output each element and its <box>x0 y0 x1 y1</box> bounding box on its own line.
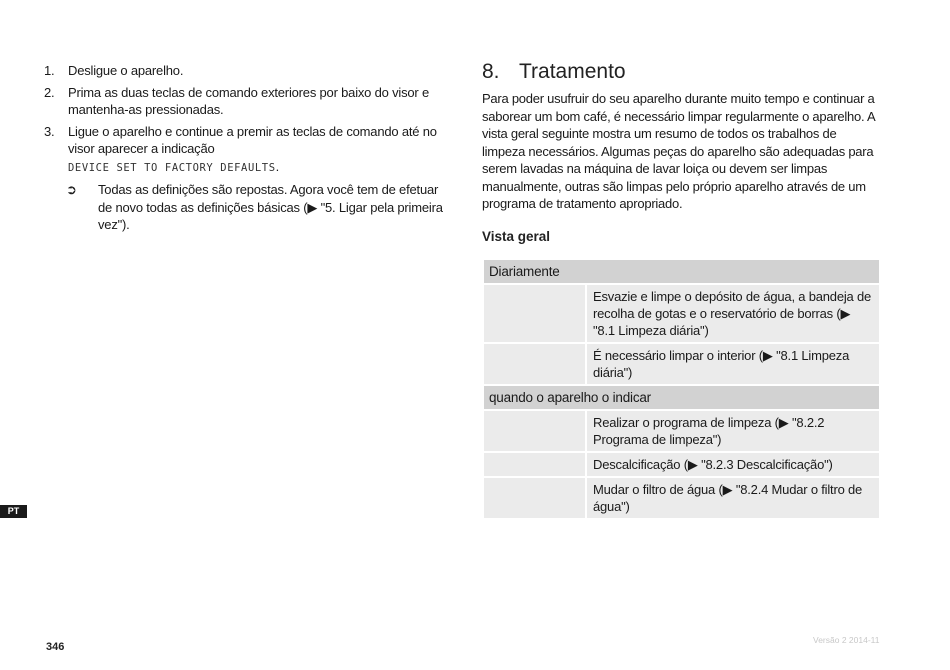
table-group-header <box>483 259 880 284</box>
step-1 <box>44 62 449 80</box>
table-cell-empty <box>483 452 586 477</box>
step-number: 2. <box>44 84 55 100</box>
table-cell-task: Esvazie e limpe o depósito de água, a bandeja de recolha de gotas e o reservatório de borras (▶ "8.1 Limpeza diária") <box>586 284 880 343</box>
step-number: 1. <box>44 63 55 78</box>
table-row <box>483 284 880 343</box>
step-text: Desligue o aparelho. <box>68 63 184 78</box>
page-number: 346 <box>46 641 65 653</box>
step-text-main: Ligue o aparelho e continue a premir as teclas de comando até no visor aparecer a indicação <box>68 123 437 156</box>
step-text <box>68 123 449 178</box>
group-header-when-indicated: quando o aparelho o indicar <box>483 385 880 410</box>
table-row <box>483 343 880 385</box>
table-cell-task: Realizar o programa de limpeza (▶ "8.2.2 Programa de limpeza") <box>586 410 880 452</box>
display-suffix: . <box>275 158 280 174</box>
section-intro: Para poder usufruir do seu aparelho durante muito tempo e continuar a saborear um bom café, é necessário limpar regularmente o aparelho. A vista geral seguinte mostra um resumo de todos os trabalhos de limpeza necessários. Algumas peças do aparelho são adequadas para serem lavadas na máquina de lavar loiça ou devem ser limpas manualmente, outras são limpas pelo próprio aparelho através de um programa de tratamento apropriado. <box>482 91 875 211</box>
display-message: DEVICE SET TO FACTORY DEFAULTS <box>68 161 276 174</box>
group-header-daily: Diariamente <box>483 259 880 284</box>
right-column <box>482 60 882 520</box>
left-column <box>44 62 449 234</box>
version-footer: Versão 2 2014-11 <box>813 635 880 645</box>
result-text: Todas as definições são repostas. Agora você tem de efetuar de novo todas as definições básicas (▶ "5. Ligar pela primeira vez"). <box>98 182 443 232</box>
result-line <box>66 181 449 234</box>
result-arrow-icon: ➲ <box>66 182 77 197</box>
table-row <box>483 452 880 477</box>
table-row <box>483 410 880 452</box>
table-cell-empty <box>483 343 586 385</box>
section-heading <box>482 60 882 84</box>
overview-table <box>482 258 881 520</box>
table-cell-empty <box>483 284 586 343</box>
table-cell-task: É necessário limpar o interior (▶ "8.1 Limpeza diária") <box>586 343 880 385</box>
subheading: Vista geral <box>482 228 551 244</box>
step-number: 3. <box>44 123 55 139</box>
table-cell-empty <box>483 410 586 452</box>
section-number: 8. <box>482 60 500 83</box>
step-text: Prima as duas teclas de comando exteriores por baixo do visor e mantenha-as pressionadas. <box>68 84 429 117</box>
section-title: Tratamento <box>519 60 626 83</box>
table-cell-empty <box>483 477 586 519</box>
table-cell-task: Descalcificação (▶ "8.2.3 Descalcificação") <box>586 452 880 477</box>
language-tab: PT <box>0 505 27 518</box>
table-row <box>483 477 880 519</box>
step-3 <box>44 123 449 178</box>
step-2 <box>44 84 449 119</box>
table-cell-task: Mudar o filtro de água (▶ "8.2.4 Mudar o filtro de água") <box>586 477 880 519</box>
table-group-header <box>483 385 880 410</box>
